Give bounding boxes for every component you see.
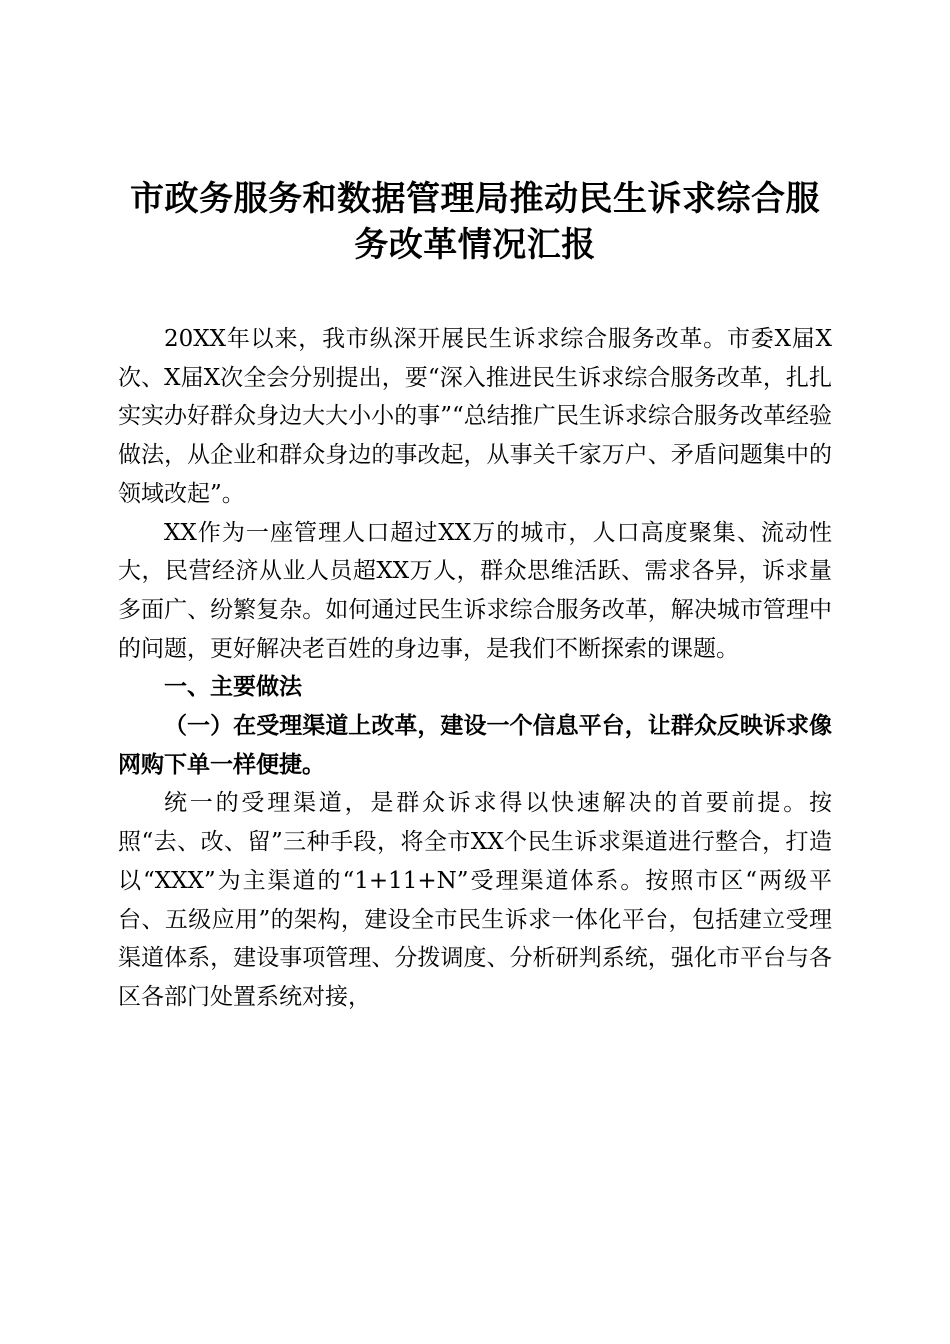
section-heading: 一、主要做法 (164, 674, 302, 701)
document-title: 市政务服务和数据管理局推动民生诉求综合服务改革情况汇报 (130, 179, 820, 265)
background-paragraph: XX作为一座管理人口超过XX万的城市，人口高度聚集、流动性大，民营经济从业人员超XX万人，群众思维活跃、需求各异，诉求量多面广、纷繁复杂。如何通过民生诉求综合服务改革，解决城市管理中的问题，更好解决老百姓的身边事，是我们不断探索的课题。 (118, 519, 832, 662)
intro-paragraph: 20XX年以来，我市纵深开展民生诉求综合服务改革。市委X届X次、X届X次全会分别提出，要“深入推进民生诉求综合服务改革，扎扎实实办好群众身边大大小小的事”“总结推广民生诉求综合服务改革经验做法，从企业和群众身边的事改起，从事关千家万户、矛盾问题集中的领域改起”。 (118, 326, 832, 507)
subsection-heading: （一）在受理渠道上改革，建设一个信息平台，让群众反映诉求像网购下单一样便捷。 (118, 712, 832, 778)
section-paragraph: 统一的受理渠道，是群众诉求得以快速解决的首要前提。按照“去、改、留”三种手段，将全市XX个民生诉求渠道进行整合，打造以“XXX”为主渠道的“1+11+N”受理渠道体系。按照市区“两级平台、五级应用”的架构，建设全市民生诉求一体化平台，包括建立受理渠道体系，建设事项管理、分拨调度、分析研判系统，强化市平台与各区各部门处置系统对接， (118, 790, 832, 1010)
document-body (118, 320, 832, 1017)
